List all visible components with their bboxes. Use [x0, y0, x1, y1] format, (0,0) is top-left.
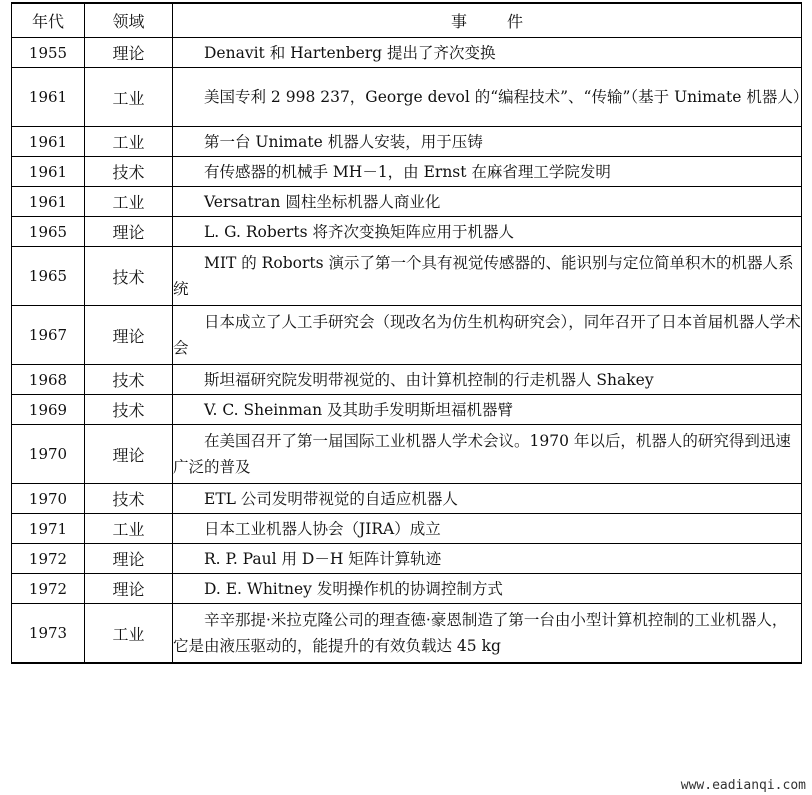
year-cell: 1969: [12, 395, 85, 425]
year-cell: 1965: [12, 247, 85, 306]
table-row: [12, 217, 802, 247]
field-cell: 理论: [85, 217, 173, 247]
event-cell: 日本成立了人工手研究会（现改名为仿生机构研究会），同年召开了日本首届机器人学术会: [173, 306, 802, 365]
table-row: [12, 395, 802, 425]
field-cell: 理论: [85, 425, 173, 484]
field-cell: 技术: [85, 247, 173, 306]
year-cell: 1972: [12, 544, 85, 574]
event-cell: 辛辛那提·米拉克隆公司的理查德·豪恩制造了第一台由小型计算机控制的工业机器人，它是由液压驱动的，能提升的有效负载达 45 kg: [173, 604, 802, 664]
year-cell: 1961: [12, 127, 85, 157]
table-row: [12, 157, 802, 187]
event-cell: 美国专利 2 998 237，George devol 的“编程技术”、“传输”（基于 Unimate 机器人）: [173, 68, 802, 127]
table-row: [12, 127, 802, 157]
field-cell: 工业: [85, 68, 173, 127]
table-row: [12, 425, 802, 484]
watermark-text: www.eadianqi.com: [680, 778, 806, 793]
year-cell: 1972: [12, 574, 85, 604]
table-row: [12, 514, 802, 544]
field-cell: 理论: [85, 38, 173, 68]
table-row: [12, 574, 802, 604]
field-cell: 理论: [85, 574, 173, 604]
year-cell: 1961: [12, 157, 85, 187]
header-field: 领域: [85, 3, 173, 38]
field-cell: 工业: [85, 514, 173, 544]
year-cell: 1971: [12, 514, 85, 544]
event-cell: ETL 公司发明带视觉的自适应机器人: [173, 484, 802, 514]
field-cell: 理论: [85, 306, 173, 365]
year-cell: 1965: [12, 217, 85, 247]
year-cell: 1968: [12, 365, 85, 395]
year-cell: 1970: [12, 425, 85, 484]
event-cell: Denavit 和 Hartenberg 提出了齐次变换: [173, 38, 802, 68]
year-cell: 1955: [12, 38, 85, 68]
field-cell: 工业: [85, 127, 173, 157]
event-cell: V. C. Sheinman 及其助手发明斯坦福机器臂: [173, 395, 802, 425]
field-cell: 工业: [85, 187, 173, 217]
field-cell: 技术: [85, 484, 173, 514]
field-cell: 理论: [85, 544, 173, 574]
event-cell: L. G. Roberts 将齐次变换矩阵应用于机器人: [173, 217, 802, 247]
event-cell: 在美国召开了第一届国际工业机器人学术会议。1970 年以后，机器人的研究得到迅速广泛的普及: [173, 425, 802, 484]
table-row: [12, 544, 802, 574]
table-row: [12, 68, 802, 127]
table-row: [12, 484, 802, 514]
table-row: [12, 38, 802, 68]
event-cell: MIT 的 Roborts 演示了第一个具有视觉传感器的、能识别与定位简单积木的机器人系统: [173, 247, 802, 306]
field-cell: 技术: [85, 157, 173, 187]
event-cell: 有传感器的机械手 MH－1，由 Ernst 在麻省理工学院发明: [173, 157, 802, 187]
year-cell: 1970: [12, 484, 85, 514]
event-cell: 第一台 Unimate 机器人安装，用于压铸: [173, 127, 802, 157]
robot-history-table: [11, 2, 809, 664]
year-cell: 1967: [12, 306, 85, 365]
table-row: [12, 187, 802, 217]
table-row: [12, 365, 802, 395]
table-container: [11, 2, 809, 664]
event-cell: 日本工业机器人协会（JIRA）成立: [173, 514, 802, 544]
year-cell: 1961: [12, 68, 85, 127]
event-cell: Versatran 圆柱坐标机器人商业化: [173, 187, 802, 217]
table-row: [12, 306, 802, 365]
header-row: [12, 3, 802, 38]
event-cell: D. E. Whitney 发明操作机的协调控制方式: [173, 574, 802, 604]
field-cell: 技术: [85, 365, 173, 395]
field-cell: 技术: [85, 395, 173, 425]
table-row: [12, 247, 802, 306]
header-event: 事件: [173, 3, 802, 38]
event-cell: R. P. Paul 用 D－H 矩阵计算轨迹: [173, 544, 802, 574]
table-row: [12, 604, 802, 664]
year-cell: 1973: [12, 604, 85, 664]
year-cell: 1961: [12, 187, 85, 217]
event-cell: 斯坦福研究院发明带视觉的、由计算机控制的行走机器人 Shakey: [173, 365, 802, 395]
header-year: 年代: [12, 3, 85, 38]
field-cell: 工业: [85, 604, 173, 664]
